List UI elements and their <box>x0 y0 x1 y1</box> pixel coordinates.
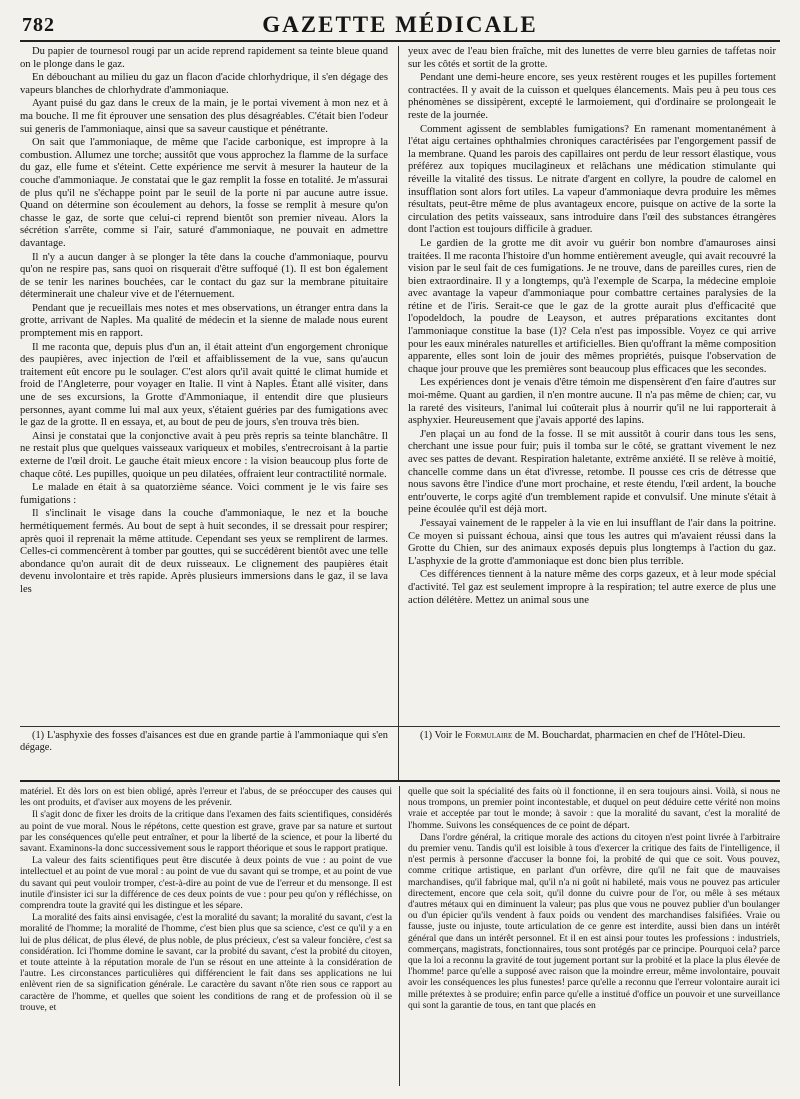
paragraph: J'essayai vainement de le rappeler à la vie en lui insufflant de l'air dans la poitrine. Ce moyen si puissant échoua, ainsi que tous les autres qui m'avaient réussi dans la Grotte du Chien, sur des animaux exposés depuis plus longtemps à l'action du gaz. L'asphyxie de la grotte d'ammoniaque est donc bien plus terrible. <box>408 517 776 567</box>
feuilleton <box>20 786 780 1086</box>
footnote-rule <box>20 726 780 727</box>
footnotes <box>20 730 780 770</box>
paragraph: Il me raconta que, depuis plus d'un an, il était atteint d'un engorgement chronique des paupières, avec injection de l'œil et affaiblissement de la vue, sans qu'aucun traitement eût encore pu le soulager. C'est alors qu'il avait quitté le climat humide et froid de l'Angleterre, pour voyager en Italie. Il vint à Naples. Étant allé visiter, dans une de ses excursions, la Grotte d'Ammoniaque, il entendit dire que plusieurs personnes, ayant comme lui mal aux yeux, s'étaient guéries par des fumigations avec le gaz de la grotte. Il en essaya, et, au bout de peu de jours, s'en trouva très bien. <box>20 341 388 429</box>
feuilleton-divider <box>20 780 780 782</box>
paragraph: J'en plaçai un au fond de la fosse. Il se mit aussitôt à courir dans tous les sens, cherchant une issue pour fuir; puis il tomba sur le côté, se grattant vivement le nez avec ses pattes de devant. Respiration haletante, extrême anxiété. Il se relève à moitié, chancelle comme dans un état d'ivresse, retombe. Il pousse ces cris de détresse que nous savons être l'indice d'une mort prochaine, et reste étendu, l'œil ardent, la bouche entr'ouverte, le corps agité d'un tremblement rapide et convulsif. Une minute s'était à peine écoulée qu'il est déjà mort. <box>408 428 776 516</box>
footnote-right-work: Formulaire <box>464 730 513 741</box>
newspaper-page <box>20 10 780 1090</box>
paragraph: Pendant que je recueillais mes notes et mes observations, un étranger entra dans la grotte, arrivant de Naples. Ma qualité de médecin et la sienne de malade nous eurent promptement mis en rapport. <box>20 302 388 340</box>
paragraph: yeux avec de l'eau bien fraîche, mit des lunettes de verre bleu garnies de taffetas noir sur les côtés et sortit de la grotte. <box>408 46 776 70</box>
paragraph: Pendant une demi-heure encore, ses yeux restèrent rouges et les pupilles fortement contractées. Il y avait de la cuisson et quelques élancements. Mais peu à peu tous ces phénomènes se dissipèrent, excepté le larmoiement, qui d'ordinaire se prolongeait le reste de la journée. <box>408 72 776 121</box>
footnote-right-prefix: (1) Voir le <box>420 730 465 741</box>
paragraph: Ainsi je constatai que la conjonctive avait à peu près repris sa teinte blanchâtre. Il ne restait plus que quelques vaisseaux variqueux et mobiles, s'entrecroisant à la partie externe de l'œil droit. Le gauche était mieux encore : la vision beaucoup plus forte de chaque côté. Les pupilles, quoique un peu dilatées, offraient leur contractilité normale. <box>20 430 388 480</box>
right-column <box>408 46 776 608</box>
footnote-left: (1) L'asphyxie des fosses d'aisances est due en grande partie à l'ammoniaque qui s'en dégage. <box>20 730 388 754</box>
feuilleton-left-column <box>20 786 392 1086</box>
paragraph: Du papier de tournesol rougi par un acide reprend rapidement sa teinte bleue quand on le plonge dans le gaz. <box>20 46 388 70</box>
footnote-right-suffix: de M. Bouchardat, pharmacien en chef de l'Hôtel-Dieu. <box>512 730 746 741</box>
left-column <box>20 46 388 598</box>
paragraph: On sait que l'ammoniaque, de même que l'acide carbonique, est impropre à la combustion. Allumez une torche; aussitôt que vous approchez la flamme de la surface du gaz, elle fume et s'éteint. Cette expérience me servit à mesurer la hauteur de la couche d'ammoniaque. Je constatai que le gaz remplit la fosse en totalité. Je m'assurai de plus qu'il ne s'échappe point par le seuil de la porte ni par aucune autre issue. Quand on détermine son écoulement au dehors, la fosse se remplit à mesure qu'on chasse le gaz, de sorte que celui-ci reprend bientôt son premier niveau. Alors la sécrétion s'arrête, comme si l'air, saturé d'ammoniaque, ne pouvait en admettre davantage. <box>20 137 388 249</box>
paragraph: matériel. Et dès lors on est bien obligé, après l'erreur et l'abus, de se préoccuper des causes qui les ont produits, et d'aviser aux moyens de les prévenir. <box>20 786 392 809</box>
paragraph: Le malade en était à sa quatorzième séance. Voici comment je le vis faire ses fumigations : <box>20 482 388 506</box>
column-rule <box>398 46 399 781</box>
paragraph: Les expériences dont je venais d'être témoin me dispensèrent d'en faire d'autres sur moi-même. Quant au gardien, il n'en montre aucune. Il n'a pas même de chien; car, vu la rareté des visiteurs, l'animal lui coûterait plus à nourrir qu'il ne lui rapporterait à asphyxier. Heureusement que j'avais apporté des lapins. <box>408 377 776 427</box>
journal-title: GAZETTE MÉDICALE <box>262 12 538 37</box>
paragraph: Comment agissent de semblables fumigations? En ramenant momentanément à l'état aigu certaines ophthalmies chroniques caractérisées par l'engorgement passif de la membrane. Quand les parois des capillaires ont perdu de leur ressort élastique, vous préférez aux topiques mucilagineux et relâchans une médication stimulante qui réveille la vitalité des tissus. Le nitrate d'argent en collyre, la poudre de calomel en insufflation sont alors fort utiles. La vapeur d'ammoniaque devra produire les mêmes résultats, peut-être même de plus avantageux encore, puisque on active de la sorte la circulation des petits vaisseaux, sans introduire dans l'œil des substances étrangères dont l'action est toujours difficile à graduer. <box>408 123 776 236</box>
paragraph: En débouchant au milieu du gaz un flacon d'acide chlorhydrique, il s'en dégage des vapeurs blanches de chlorhydrate d'ammoniaque. <box>20 72 388 96</box>
paragraph: Ces différences tiennent à la nature même des corps gazeux, et à leur mode spécial d'activité. Tel gaz est seulement impropre à la respiration; tel autre exerce de plus une action délétère. Mettez un animal sous une <box>408 569 776 606</box>
paragraph: La moralité des faits ainsi envisagée, c'est la moralité du savant; la moralité du savant, c'est la moralité de l'homme; la moralité de l'homme, c'est bien plus que sa science, c'est ce qu'il y a en lui de plus délicat, de plus élevé, de plus noble, de plus précieux, c'est sa valeur foncière, c'est sa considération. Ici l'homme domine le savant, car la probité du savant, c'est la probité du citoyen, et toute atteinte à la réputation morale de l'un se résout en une atteinte à la considération de l'autre. Les circonstances particulières qui différencient le fait dans ses applications ne lui enlèvent rien de sa signification générale. Le caractère du savant n'ôte rien sous ce rapport au caractère de l'homme, et quelles que soient les conditions de rang et de profession où il se trouve, et <box>20 912 392 1013</box>
paragraph: Le gardien de la grotte me dit avoir vu guérir bon nombre d'amauroses ainsi traitées. Il me raconta l'histoire d'un homme entièrement aveugle, qui avait recouvré la vision par le seul fait de ces fumigations. Je ne trouve, dans de pareilles cures, rien de bien extraordinaire. Il y a longtemps, qu'à l'exemple de Scarpa, la médecine emploie avec avantage la vapeur d'ammoniaque pour combattre certaines paralysies de la rétine et de l'iris. Serait-ce que le gaz de la grotte aurait plus d'efficacité que l'opodeldoch, la poudre de Leayson, et autres préparations excitantes dont l'ammoniaque constitue la base (1)? Cela n'est pas impossible. Voyez ce qui arrive pour les eaux minérales naturelles et artificielles. Bien qu'offrant la même composition apparente, elles sont loin de jouir des mêmes propriétés, puisque l'observation de chaque jour prouve que les premières sont beaucoup plus efficaces que les secondes. <box>408 237 776 375</box>
feuilleton-right-column <box>408 786 780 1086</box>
column-rule <box>399 786 400 1086</box>
paragraph: Dans l'ordre général, la critique morale des actions du citoyen n'est point livrée à l'arbitraire du premier venu. Tandis qu'il est loisible à tous d'exercer la critique des faits de l'intelligence, il n'est permis à personne d'accuser la bonne foi, la probité de qui que ce soit. Vous pouvez, comme critique artistique, en parlant d'un orfèvre, dire qu'il ne fait que de mauvaises marchandises, qu'il fabrique mal, qu'il n'a ni goût ni habileté, mais vous ne pouvez pas articuler directement, encore que cela soit, qu'il donne du cuivre pour de l'or, ou mêle à ses métaux d'autres métaux qui en diminuent la valeur; pas plus que vous ne pouvez publier d'un boulanger ou d'un épicier qu'ils vendent à faux poids ou vendent des marchandises falsifiées. Vraie ou fausse, juste ou injuste, toute articulation de ce genre est interdite, aussi bien dans un intérêt général que dans un intérêt personnel. Et il en est ainsi pour toutes les professions : industriels, commerçans, magistrats, fonctionnaires, tous sont protégés par ce principe. Pourquoi cela? parce que la loi a reconnu la gravité de tout jugement portant sur la probité et la place la plus élevée de l'homme! parce qu'elle a supposé avec raison que la moindre erreur, même involontaire, pouvait avoir les conséquences les plus funestes! parce qu'elle a reconnu que l'erreur volontaire aurait ici mille prétextes à se produire; enfin parce qu'elle a institué d'office un pouvoir et une surveillance qui sont la garantie de tous, en tant que placés en <box>408 831 780 1011</box>
paragraph: Ayant puisé du gaz dans le creux de la main, je le portai vivement à mon nez et à ma bouche. Il me fit éprouver une sensation des plus désagréables. C'était bien l'odeur sui generis de l'ammoniaque, ainsi que sa saveur caustique et pénétrante. <box>20 98 388 135</box>
paragraph: Il s'agit donc de fixer les droits de la critique dans l'examen des faits scientifiques, considérés au point de vue moral. Nous le répétons, cette question est grave, grave par sa nature et surtout par les conséquences qu'elle peut entraîner, et pour la liberté de la science, et pour la liberté du savant. Examinons-la donc successivement sous le rapport théorique et sous le rapport pratique. <box>20 809 392 855</box>
paragraph: quelle que soit la spécialité des faits où il fonctionne, il en sera toujours ainsi. Voilà, si nous ne nous trompons, un premier point incontestable, et duquel on peut déduire cette vérité non moins vraie et acceptée par tout le monde; à savoir : que la moralité du savant, c'est la moralité de l'homme. Suivons les conséquences de ce point de départ. <box>408 786 780 831</box>
paragraph: La valeur des faits scientifiques peut être discutée à deux points de vue : au point de vue intellectuel et au point de vue moral : au point de vue du savant qui se trompe, et au point de vue du savant qui peut vouloir tromper, c'est-à-dire au point de vue de l'erreur et du mensonge. Il est inutile d'insister ici sur la différence de ces deux points de vue : pour peu qu'on y réfléchisse, on comprendra toute la gravité qui les distingue et les sépare. <box>20 855 392 912</box>
paragraph: Il n'y a aucun danger à se plonger la tête dans la couche d'ammoniaque, pourvu qu'on ne respire pas, sans quoi on risquerait d'être suffoqué (1). Il est bon également de se tenir les narines bouchées, car le contact du gaz sur la membrane pituitaire déterminerait une chaleur vive et de l'éternuement. <box>20 251 388 301</box>
page-header <box>20 10 780 42</box>
footnote-right <box>408 730 776 742</box>
paragraph: Il s'inclinait le visage dans la couche d'ammoniaque, le nez et la bouche hermétiquement fermés. Au bout de sept à huit secondes, il se dressait pour respirer; après quoi il reprenait la même attitude. Cependant ses yeux se remplirent de larmes. Celles-ci commencèrent à tomber par gouttes, qui se succédèrent bientôt avec une telle abondance qu'on aurait dit de deux ruisseaux. Le clignement des paupières était devenu involontaire et très rapide. Après plusieurs immersions dans le gaz, il se lava les <box>20 508 388 595</box>
article-body <box>20 46 780 781</box>
page-number: 782 <box>22 14 55 36</box>
